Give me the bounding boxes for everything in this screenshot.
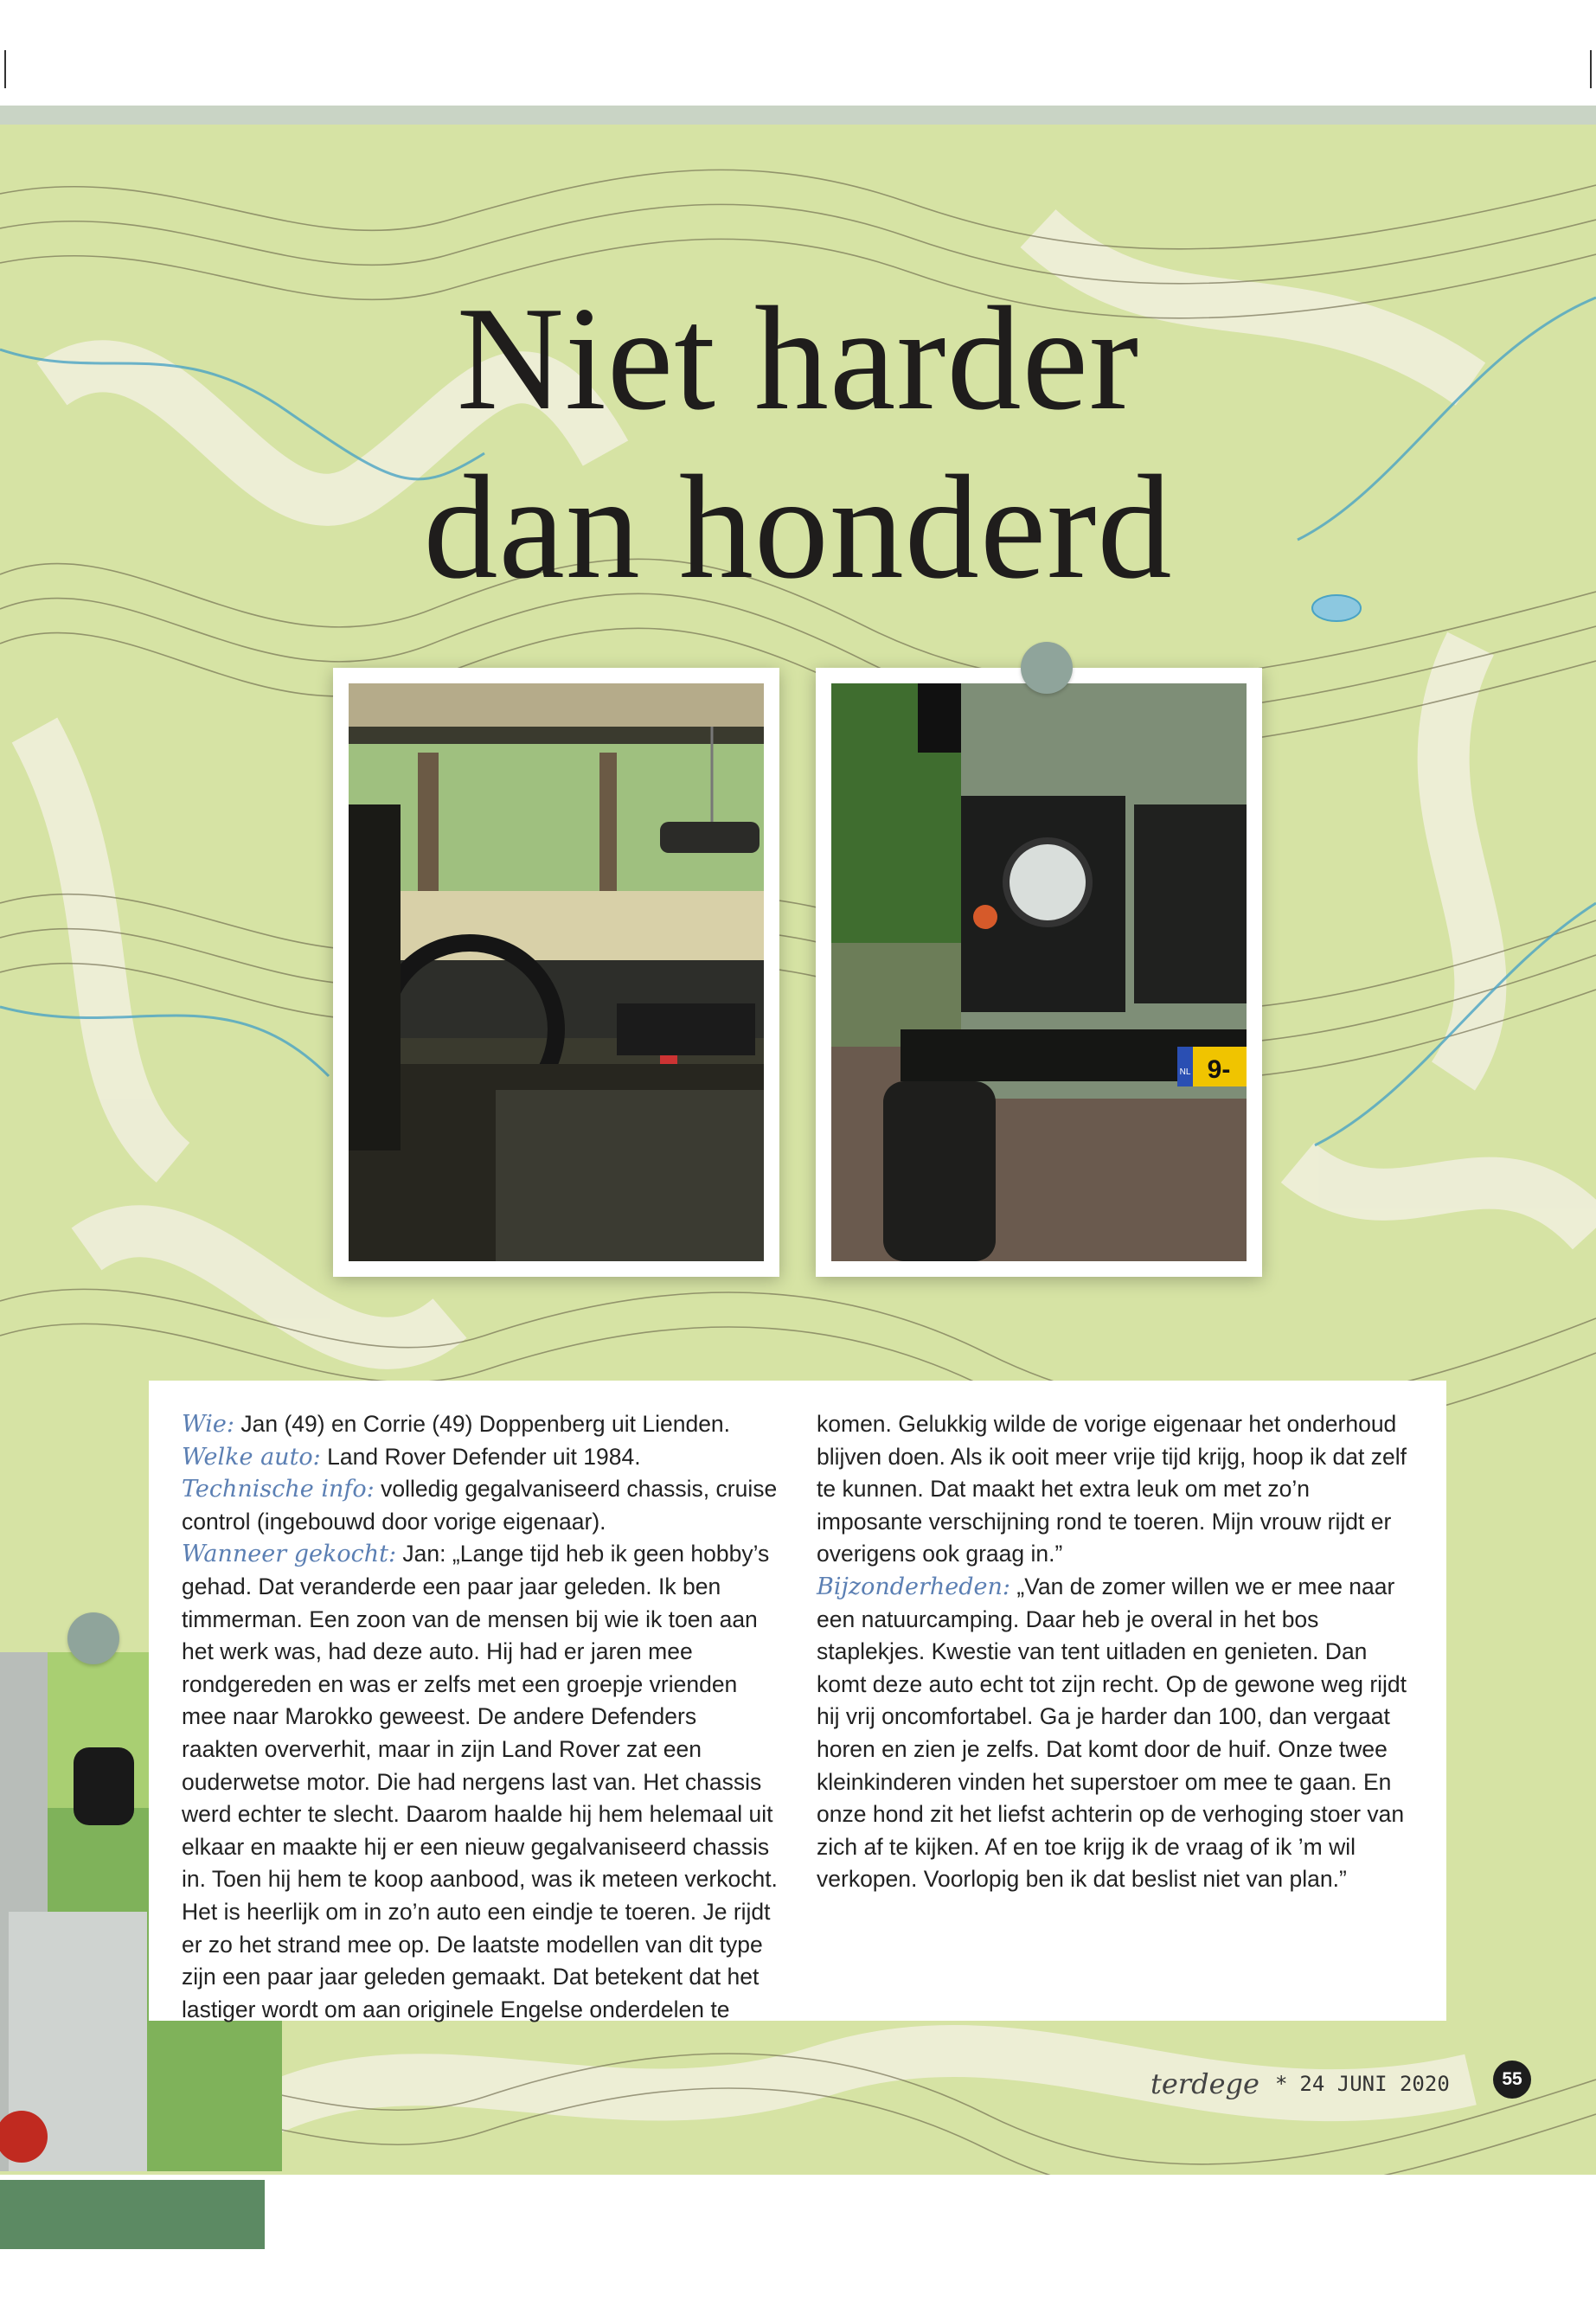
text-tech: volledig gegalvaniseerd chassis, cruise control (ingebouwd door vorige eigenaar).	[182, 1476, 778, 1535]
crop-mark-left	[4, 50, 6, 88]
front-photo	[816, 668, 1262, 1277]
info-bijzonder	[817, 1571, 1413, 1896]
info-gekocht	[182, 1538, 779, 2026]
land-rover-interior-illustration	[349, 683, 764, 1261]
interior-photo-image	[349, 683, 764, 1261]
label-bijzonder: Bijzonderheden:	[817, 1573, 1011, 1600]
license-plate-number: 9-	[1207, 1055, 1231, 1084]
article-title	[0, 275, 1596, 612]
text-gekocht: Jan: „Lange tijd heb ik geen hobby’s gehad. Dat veranderde een paar jaar geleden. Ik ben timmerman. Een zoon van de mensen bij wie ik toen aan het werk was, had deze auto. Hij had er jaren mee rondgereden en was er zelfs met een groepje vrienden mee naar Marokko geweest. De andere Defenders raakten oververhit, maar in zijn Land Rover zat een ouderwetse motor. Die had nergens last van. Het chassis werd echter te slecht. Daarom haalde hij hem helemaal uit elkaar en maakte hij er een nieuw gegalvaniseerd chassis in. Toen hij hem te koop aanbood, was ik meteen verkocht. Het is heerlijk om in zo’n auto een eindje te toeren. Je rijdt er zo het strand mee op. De laatste modellen van dit type zijn een paar jaar geleden gemaakt. Dat betekent dat het lastiger wordt om aan originele Engelse onderdelen te	[182, 1541, 778, 2022]
info-auto	[182, 1441, 779, 1474]
page-footer	[1151, 2062, 1450, 2106]
text-wie: Jan (49) en Corrie (49) Doppenberg uit Lienden.	[234, 1411, 731, 1437]
crop-mark-right	[1590, 50, 1592, 88]
info-wie	[182, 1408, 779, 1441]
title-line-1: Niet harder	[456, 277, 1140, 441]
label-tech: Technische info:	[182, 1476, 375, 1503]
pin-top	[1021, 642, 1073, 694]
green-accent-block	[0, 2180, 265, 2249]
label-wie: Wie:	[182, 1411, 234, 1438]
info-tech	[182, 1473, 779, 1538]
land-rover-front-illustration	[831, 683, 1247, 1261]
front-photo-image	[831, 683, 1247, 1261]
label-gekocht: Wanneer gekocht:	[182, 1541, 397, 1568]
interior-photo	[333, 668, 779, 1277]
pin-left	[67, 1612, 119, 1664]
magazine-brand: terdege	[1151, 2067, 1259, 2100]
text-column-left	[182, 1408, 779, 2026]
footer-separator: *	[1274, 2072, 1288, 2096]
license-plate-country: NL	[1179, 1067, 1191, 1077]
text-column-right	[817, 1408, 1413, 1896]
top-band	[0, 106, 1596, 125]
text-bijzonder: „Van de zomer willen we er mee naar een natuurcamping. Daar heb je overal in het bos staplekjes. Kwestie van tent uitladen en genieten. Dan komt deze auto echt tot zijn recht. Op de gewone weg rijdt hij vrij oncomfortabel. Ga je harder dan 100, dan vergaat horen en zien je zelfs. Dat komt door de huif. Onze twee kleinkinderen vinden het superstoer om mee te gaan. En onze hond zit het liefst achterin op de verhoging stoer van zich af te kijken. Af en toe krijg ik de vraag of ik ’m wil verkopen. Voorlopig ben ik dat beslist niet van plan.”	[817, 1573, 1407, 1893]
info-box	[149, 1381, 1446, 2021]
info-gekocht-continued: komen. Gelukkig wilde de vorige eigenaar het onderhoud blijven doen. Als ik ooit meer vrije tijd krijg, hoop ik dat zelf te kunnen. Dat maakt het extra leuk om met zo’n imposante verschijning rond te toeren. Mijn vrouw rijdt er overigens ook graag in.”	[817, 1411, 1407, 1567]
page-number: 55	[1493, 2061, 1531, 2099]
label-auto: Welke auto:	[182, 1443, 321, 1471]
issue-date: 24 JUNI 2020	[1299, 2072, 1450, 2096]
text-auto: Land Rover Defender uit 1984.	[320, 1443, 641, 1470]
title-line-2: dan honderd	[423, 445, 1173, 610]
